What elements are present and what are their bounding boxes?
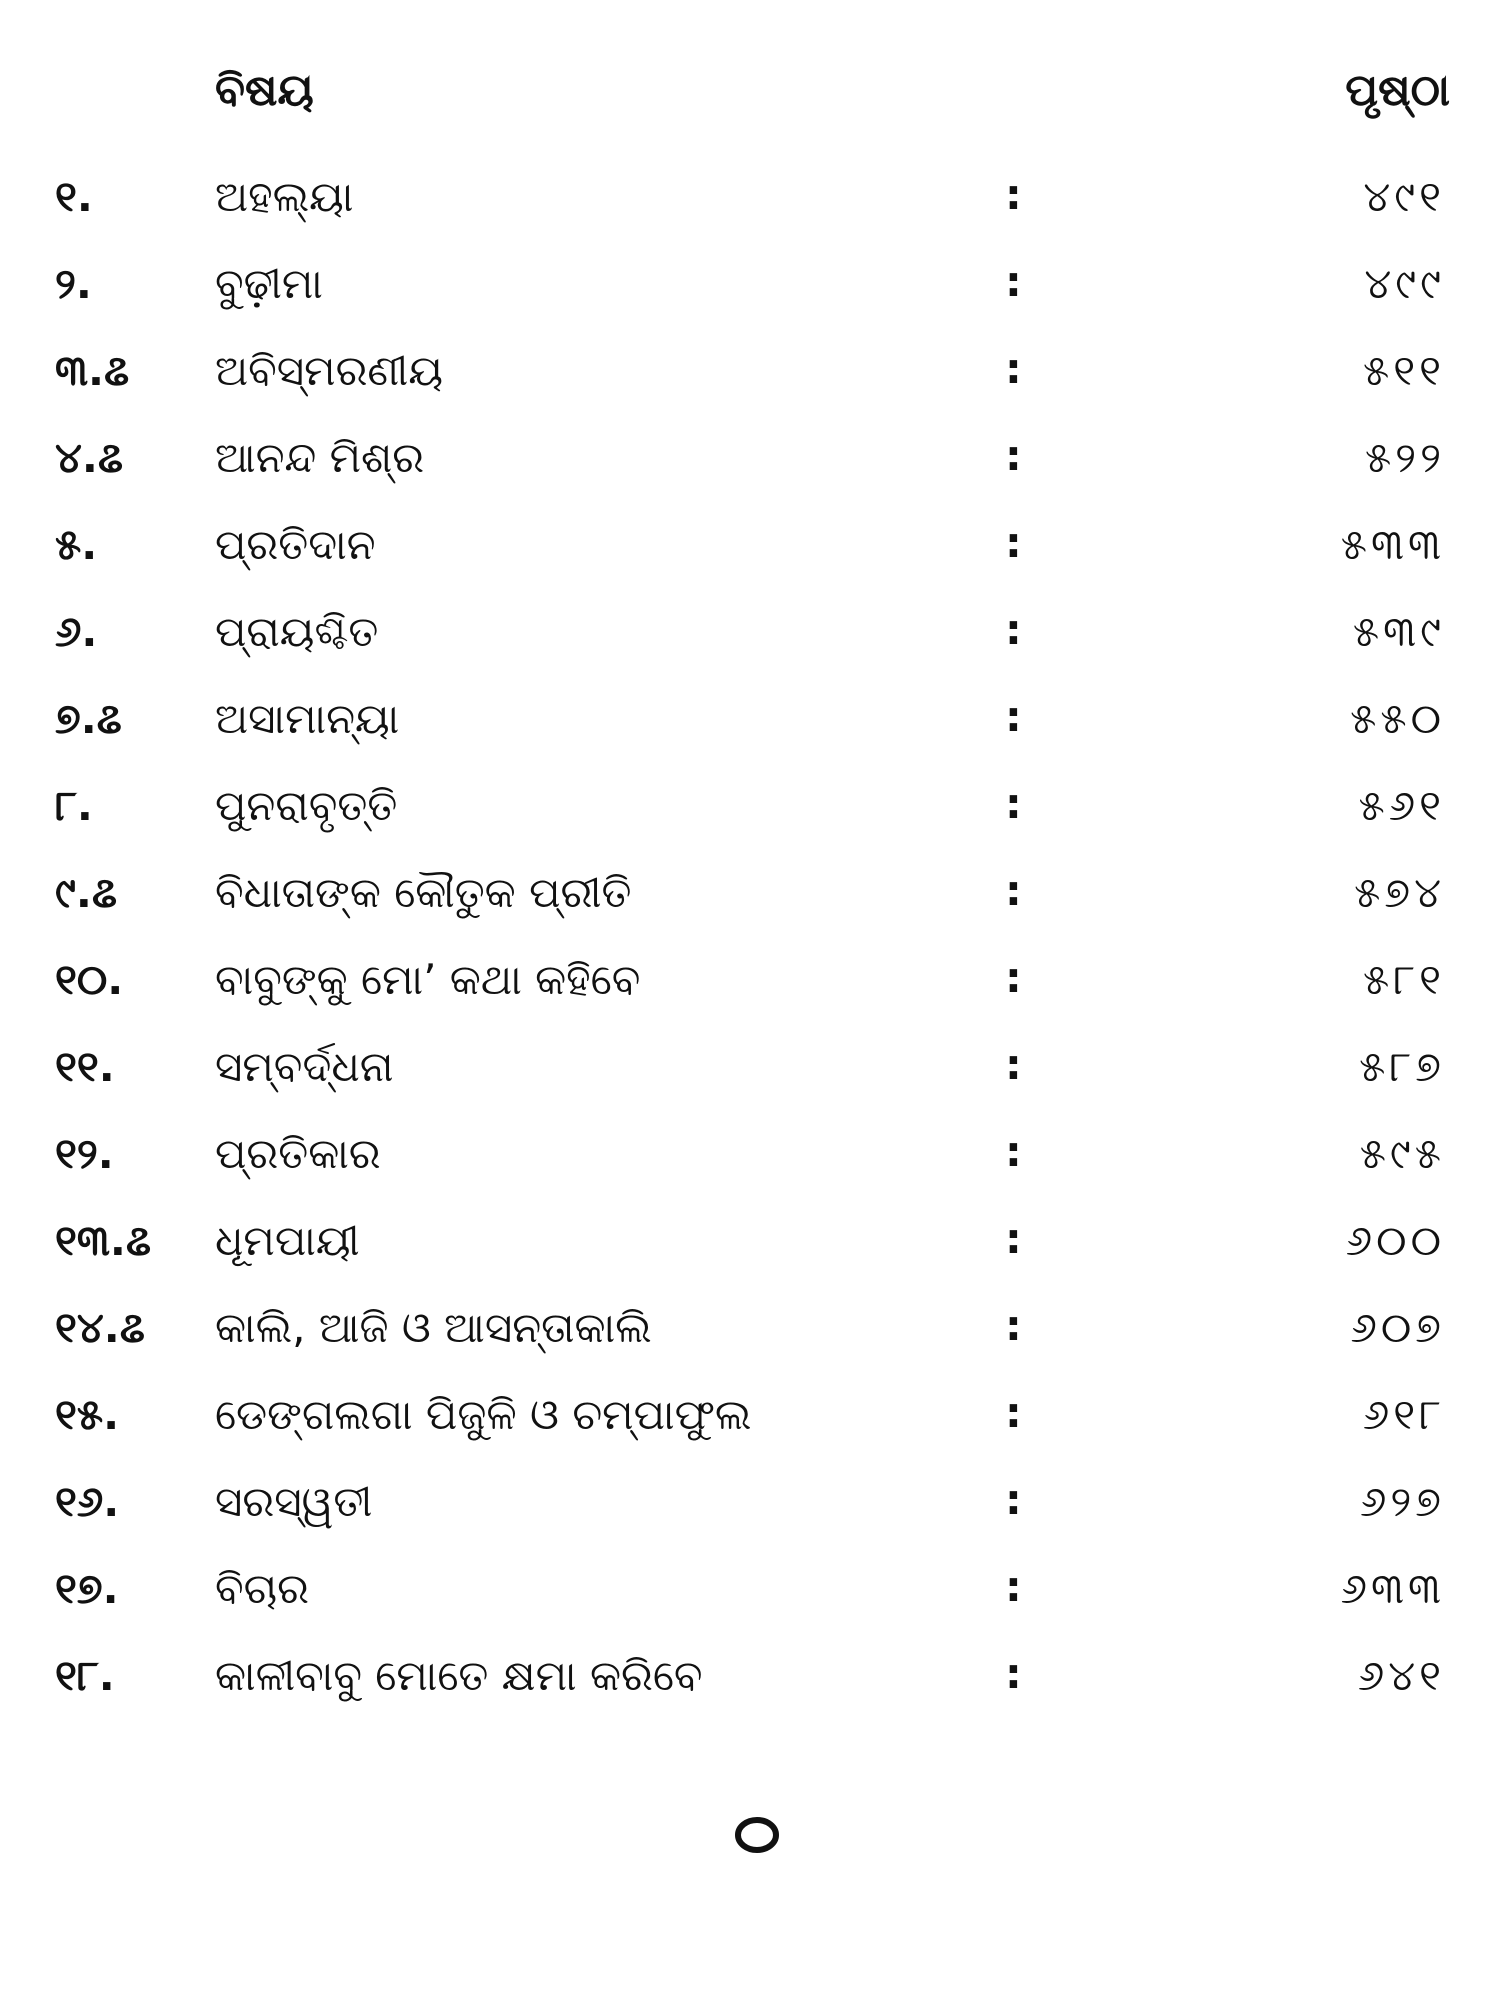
entry-number: ୨. xyxy=(55,259,92,308)
entry-number: ୫. xyxy=(55,520,98,569)
toc-row xyxy=(0,682,1500,769)
entry-separator: : xyxy=(1005,257,1022,306)
toc-row xyxy=(0,856,1500,943)
table-of-contents xyxy=(0,160,1500,1726)
entry-number: ୧. xyxy=(55,172,93,221)
entry-number: ୧୨. xyxy=(55,1129,114,1178)
entry-title: ବାବୁଙ୍କୁ ମୋ’ କଥା କହିବେ xyxy=(215,955,641,1004)
entry-number: ୩.ଌ xyxy=(55,346,130,395)
ornament-circle-icon xyxy=(733,1815,781,1855)
entry-number: ୬. xyxy=(55,607,98,656)
toc-row xyxy=(0,595,1500,682)
entry-page-number: ୬୧୮ xyxy=(1362,1390,1445,1439)
entry-title: କାଳୀବାବୁ ମୋତେ କ୍ଷମା କରିବେ xyxy=(215,1651,703,1700)
entry-number: ୧୧. xyxy=(55,1042,115,1091)
toc-row xyxy=(0,334,1500,421)
toc-row xyxy=(0,1030,1500,1117)
entry-title: ପ୍ରତିଦାନ xyxy=(215,520,376,569)
entry-title: ସମ୍ବର୍ଦ୍ଧନା xyxy=(215,1042,394,1091)
toc-row xyxy=(0,1465,1500,1552)
entry-page-number: ୪୯୯ xyxy=(1364,259,1445,308)
entry-title: ବିଧାତାଙ୍କ କୌତୁକ ପ୍ରୀତି xyxy=(215,868,632,917)
entry-separator: : xyxy=(1005,692,1022,741)
toc-row xyxy=(0,1204,1500,1291)
entry-separator: : xyxy=(1005,1301,1022,1350)
toc-row xyxy=(0,1552,1500,1639)
entry-number: ୧୪.ଌ xyxy=(55,1303,145,1352)
entry-separator: : xyxy=(1005,518,1022,567)
entry-page-number: ୫୮୭ xyxy=(1359,1042,1445,1091)
entry-page-number: ୫୫୦ xyxy=(1350,694,1445,743)
entry-number: ୯.ଌ xyxy=(55,868,118,917)
entry-number: ୧୦. xyxy=(55,955,124,1004)
entry-page-number: ୫୮୧ xyxy=(1362,955,1445,1004)
entry-page-number: ୬୩୩ xyxy=(1340,1564,1445,1613)
entry-title: ବିଚାର xyxy=(215,1564,309,1613)
entry-page-number: ୬୨୭ xyxy=(1360,1477,1445,1526)
entry-separator: : xyxy=(1005,1649,1022,1698)
entry-title: ପ୍ରାୟଶ୍ଚିତ xyxy=(215,607,379,656)
entry-separator: : xyxy=(1005,431,1022,480)
entry-title: ଅହଲ୍ୟା xyxy=(215,172,354,221)
toc-row xyxy=(0,160,1500,247)
entry-page-number: ୫୭୪ xyxy=(1354,868,1445,917)
entry-number: ୧୭. xyxy=(55,1564,119,1613)
entry-separator: : xyxy=(1005,170,1022,219)
toc-row xyxy=(0,421,1500,508)
toc-row xyxy=(0,1117,1500,1204)
entry-title: ଅସାମାନ୍ୟା xyxy=(215,694,400,743)
entry-number: ୧୫. xyxy=(55,1390,120,1439)
entry-separator: : xyxy=(1005,1562,1022,1611)
toc-row xyxy=(0,1639,1500,1726)
toc-row xyxy=(0,943,1500,1030)
entry-number: ୧୮. xyxy=(55,1651,115,1700)
entry-page-number: ୫୩୩ xyxy=(1340,520,1445,569)
entry-page-number: ୪୯୧ xyxy=(1363,172,1445,221)
toc-row xyxy=(0,769,1500,856)
entry-number: ୧୬. xyxy=(55,1477,120,1526)
entry-title: ପ୍ରତିକାର xyxy=(215,1129,381,1178)
toc-row xyxy=(0,1291,1500,1378)
entry-separator: : xyxy=(1005,1040,1022,1089)
entry-separator: : xyxy=(1005,953,1022,1002)
toc-row xyxy=(0,1378,1500,1465)
entry-title: ଆନନ୍ଦ ମିଶ୍ର xyxy=(215,433,425,482)
entry-page-number: ୬୪୧ xyxy=(1357,1651,1445,1700)
entry-title: ପୁନରାବୃତ୍ତି xyxy=(215,781,398,830)
entry-separator: : xyxy=(1005,866,1022,915)
entry-title: ଡେଙ୍ଗଲଗା ପିଜୁଳି ଓ ଚମ୍ପାଫୁଲ xyxy=(215,1390,752,1439)
entry-page-number: ୬୦୭ xyxy=(1350,1303,1445,1352)
entry-separator: : xyxy=(1005,779,1022,828)
entry-title: ଧୂମପାୟୀ xyxy=(215,1216,360,1265)
entry-separator: : xyxy=(1005,344,1022,393)
toc-header xyxy=(0,55,1500,145)
entry-title: ସରସ୍ୱତୀ xyxy=(215,1477,373,1526)
entry-page-number: ୫୧୧ xyxy=(1363,346,1445,395)
subject-column-heading: ବିଷୟ xyxy=(215,65,314,116)
toc-row xyxy=(0,508,1500,595)
toc-row xyxy=(0,247,1500,334)
entry-number: ୮. xyxy=(55,781,93,830)
entry-page-number: ୫୬୧ xyxy=(1358,781,1445,830)
page-column-heading: ପୃଷ୍ଠା xyxy=(1345,65,1450,116)
entry-page-number: ୫୩୯ xyxy=(1352,607,1445,656)
entry-page-number: ୫୨୨ xyxy=(1364,433,1445,482)
entry-separator: : xyxy=(1005,1214,1022,1263)
entry-number: ୭.ଌ xyxy=(55,694,122,743)
entry-title: କାଲି, ଆଜି ଓ ଆସନ୍ତାକାଲି xyxy=(215,1303,652,1352)
entry-number: ୪.ଌ xyxy=(55,433,124,482)
entry-separator: : xyxy=(1005,605,1022,654)
entry-title: ବୁଢ଼ୀମା xyxy=(215,259,323,308)
entry-page-number: ୫୯୫ xyxy=(1359,1129,1445,1178)
entry-page-number: ୬୦୦ xyxy=(1345,1216,1445,1265)
entry-number: ୧୩.ଌ xyxy=(55,1216,152,1265)
entry-separator: : xyxy=(1005,1127,1022,1176)
entry-separator: : xyxy=(1005,1475,1022,1524)
entry-separator: : xyxy=(1005,1388,1022,1437)
entry-title: ଅବିସ୍ମରଣୀୟ xyxy=(215,346,443,395)
